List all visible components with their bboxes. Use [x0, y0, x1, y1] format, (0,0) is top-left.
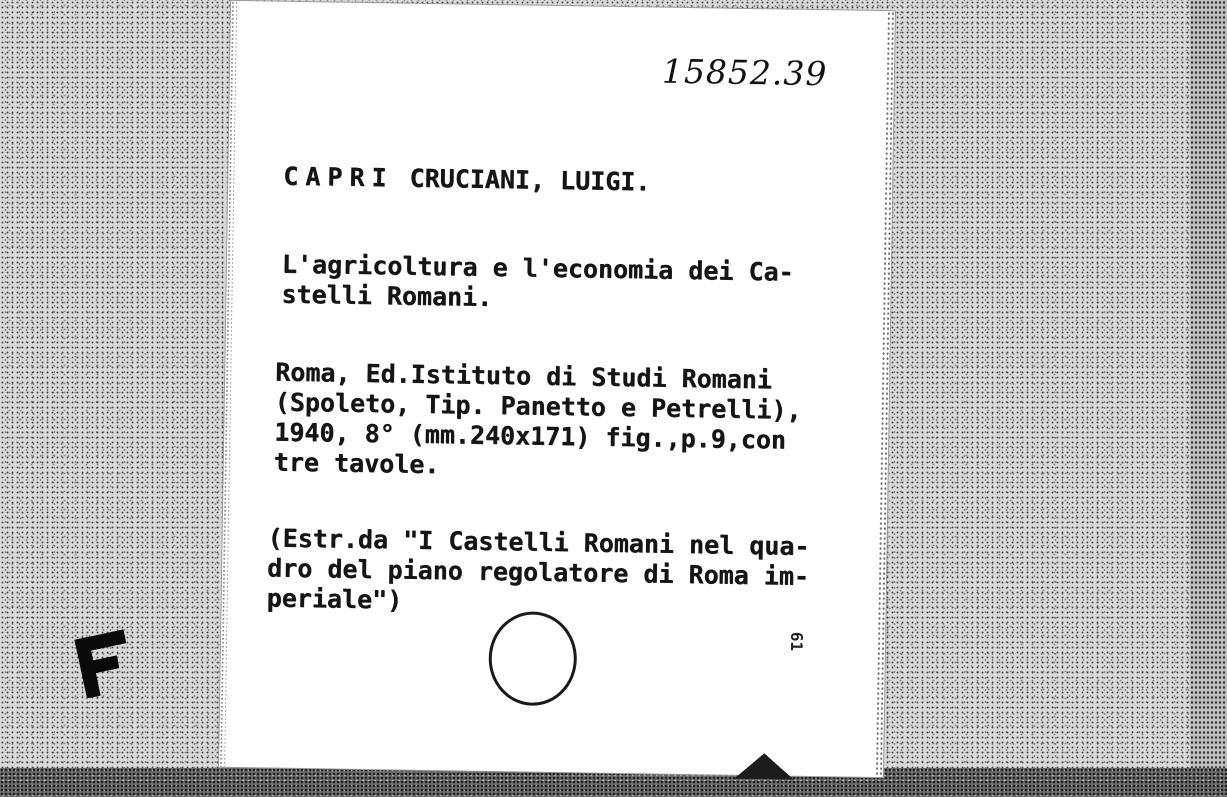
note-line: dro del piano regolatore di Roma im- — [266, 553, 810, 591]
call-number: 15852.39 — [661, 51, 828, 94]
title-line: L'agricoltura e l'economia dei Ca- — [281, 249, 794, 287]
margin-mark: 61 — [786, 631, 807, 652]
card-edge-right — [875, 11, 895, 777]
imprint-line: (Spoleto, Tip. Panetto e Petrelli), — [274, 387, 802, 425]
svg-text:F: F — [70, 628, 71, 629]
title-line: stelli Romani. — [281, 279, 493, 312]
card-edge-left — [219, 1, 237, 767]
note-line: periale") — [266, 583, 403, 615]
imprint-line: 1940, 8° (mm.240x171) fig.,p.9,con — [274, 417, 787, 455]
imprint-block — [274, 358, 803, 486]
scanner-f-mark — [70, 628, 140, 698]
punch-hole-circle — [488, 611, 577, 706]
note-block — [266, 523, 809, 622]
scan-border-right — [1190, 0, 1227, 797]
mount-notch — [734, 753, 794, 780]
note-line: (Estr.da "I Castelli Romani nel qua- — [267, 523, 810, 561]
catalog-card — [219, 1, 895, 777]
imprint-line: Roma, Ed.Istituto di Studi Romani — [275, 357, 773, 395]
heading-line — [283, 162, 651, 198]
author-name: CRUCIANI, LUIGI. — [409, 163, 651, 197]
title-block — [281, 250, 794, 318]
imprint-line: tre tavole. — [273, 447, 440, 480]
subject-heading: CAPRI — [283, 161, 394, 193]
